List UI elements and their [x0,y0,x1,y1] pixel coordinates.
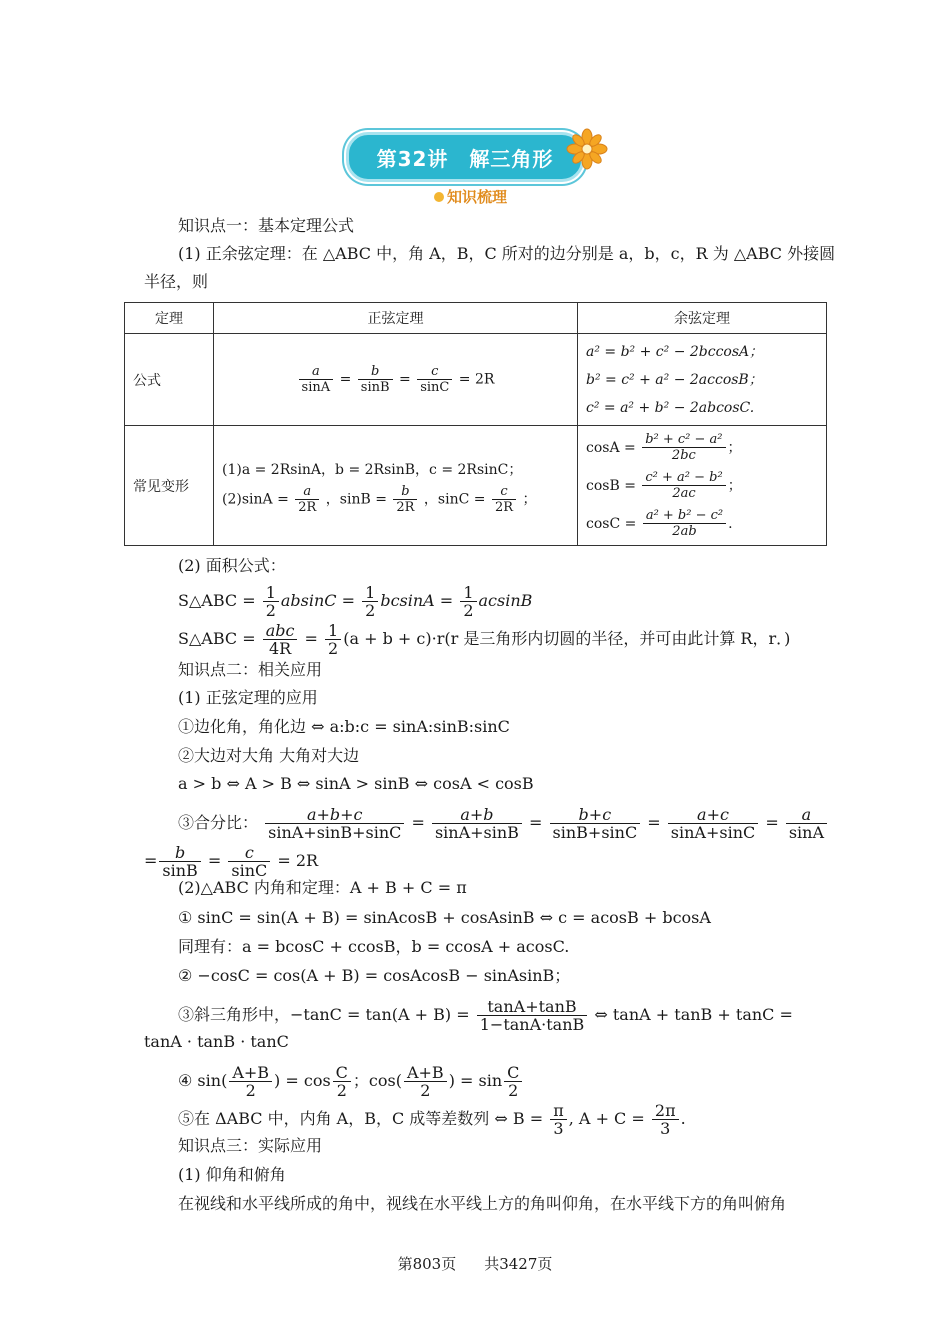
cosine-formula: c² = a² + b² − 2abcosC. [586,399,755,416]
section-tag-label: 知识梳理 [447,188,508,206]
cosine-formula: a² = b² + c² − 2bccosA； [586,343,764,360]
chapter-title: 第32讲 解三角形 [376,147,554,171]
table-row [125,426,827,546]
cos-variant: cosA = $\frac{\text{b² + c² − a²}}{2bc}$ ； [586,432,742,463]
cosine-formula: b² = c² + a² − 2accosB； [586,371,763,388]
kp2-c3-cont: = $\frac{b}{\sin B}$ = $\frac{c}{\sin C}$ = 2R [144,843,319,880]
sun-bullet-icon [434,192,444,202]
kp3-heading: 知识点三：实际应用 [178,1136,323,1155]
kp1-intro-line2: 半径，则 [144,272,209,291]
kp2-d4: ④ sin( $\frac{A+B}{2}$ ) = cos $\frac{C}{2}$ ；cos( $\frac{A+B}{2}$ ) = sin $\frac{C}{2}$ [178,1064,524,1099]
fraction: $\frac{c}{\sin C}$ [417,364,452,395]
sine-variant-1: (1)a = 2RsinA，b = 2RsinB，c = 2RsinC； [222,462,523,478]
kp2-s2: (2)△ABC 内角和定理：A + B + C = π [178,878,467,897]
area-formula-2: S△ABC = $\frac{\text{abc}}{4R}$ = $\frac{1}{2}$ (a + b + c)·r(r 是三角形内切圆的半径，并可由此计算 R，r．) [178,621,791,658]
kp2-c1: ①边化角，角化边 ⇔ a:b:c = sinA:sinB:sinC [178,717,510,736]
cos-variant: cosB = $\frac{\text{c² + a² − b²}}{2ac}$ ； [586,470,742,501]
kp2-c2: ②大边对大角 大角对大边 [178,746,360,765]
table-row [125,334,827,426]
fraction: $\frac{b}{\sin B}$ [358,364,393,395]
table-header: 定理 [125,303,214,334]
kp3-p1: 在视线和水平线所成的角中，视线在水平线上方的角叫仰角，在水平线下方的角叫俯角 [178,1194,787,1213]
cosine-law-variants [578,426,827,546]
section-tag [434,186,507,207]
kp1-intro-line1: (1) 正余弦定理：在 △ABC 中，角 A，B，C 所对的边分别是 a，b，c，R 为 △ABC 外接圆 [178,244,836,263]
kp2-d2: ② −cosC = cos(A + B) = cosAcosB − sinAsinB； [178,966,571,985]
fraction: $\frac{a}{\sin A}$ [299,364,334,395]
kp2-s1: (1) 正弦定理的应用 [178,688,318,707]
sine-variant-2: (2)sinA = $\frac{a}{2R}$ ，sinB = $\frac{b}{2R}$ ，sinC = $\frac{c}{2R}$ ； [222,484,537,515]
kp2-d5: ⑤在 ΔABC 中，内角 A，B，C 成等差数列 ⇔ B = $\frac{\pi}{3}$ , A + C = $\frac{2\pi}{3}$ . [178,1101,686,1138]
kp2-d1: ① sinC = sin(A + B) = sinAcosB + cosAsinB ⇔ c = acosB + bcosA [178,908,711,927]
row-label-formula: 公式 [125,334,214,426]
theorem-table [124,302,827,546]
sine-law-formula: $\frac{a}{\sin A}$ = $\frac{b}{\sin B}$ = $\frac{c}{\sin C}$ = 2R [214,334,578,426]
kp2-d3b: tanA · tanB · tanC [144,1032,289,1051]
cosine-law-formulas [578,334,827,426]
table-header-row [125,303,827,334]
chapter-banner [346,132,584,182]
kp2-c3: ③合分比： $\frac{a+b+c}{\sin A+\sin B+\sin C}$ = $\frac{a+b}{\sin A+\sin B}$ = $\frac{b+c}{\sin B+\sin C}$ = $\frac{a+c}{\sin A+\sin C}$ = $\frac{a}{\sin A}$ [178,806,829,841]
page-number: 第803页 [397,1255,457,1273]
kp1-heading: 知识点一：基本定理公式 [178,216,355,235]
sine-law-variants [214,426,578,546]
kp3-s1: (1) 仰角和俯角 [178,1165,286,1184]
table-header: 余弦定理 [578,303,827,334]
page-total: 共3427页 [484,1255,553,1273]
kp2-d1b: 同理有：a = bcosC + ccosB，b = ccosA + acosC. [178,937,570,956]
table-header: 正弦定理 [214,303,578,334]
kp2-heading: 知识点二：相关应用 [178,660,323,679]
page-footer [0,1253,950,1274]
flower-icon [566,128,608,170]
kp2-c2b: a > b ⇔ A > B ⇔ sinA > sinB ⇔ cosA < cosB [178,774,534,793]
cos-variant: cosC = $\frac{\text{a² + b² − c²}}{2ab}$ . [586,508,733,539]
kp2-d3: ③斜三角形中，−tanC = tan(A + B) = $\frac{\tan A+\tan B}{1-\tan A\cdot\tan B}$ ⇔ tanA + tanB + tanC = [178,997,793,1034]
area-heading: (2) 面积公式： [178,556,286,575]
row-label-variants: 常见变形 [125,426,214,546]
area-formula-1: S△ABC = $\frac{1}{2}$ absinC = $\frac{1}{2}$ bcsinA = $\frac{1}{2}$ acsinB [178,583,533,620]
